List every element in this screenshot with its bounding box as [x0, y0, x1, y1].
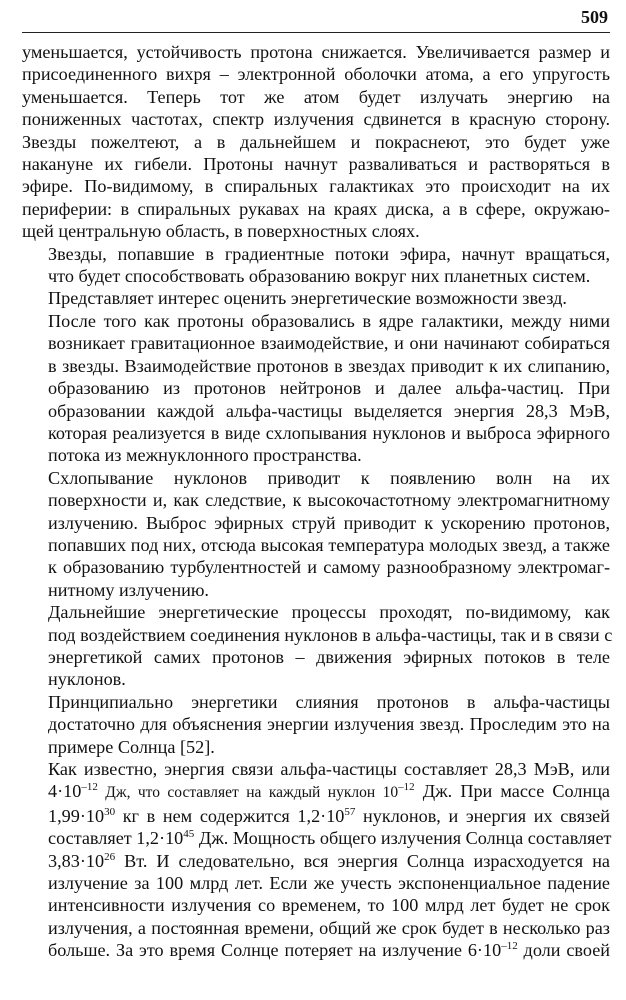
page-body: [22, 41, 613, 758]
book-page: [22, 0, 613, 962]
paragraph: [22, 601, 613, 691]
text-line: После того как протоны образовались в ядре галактики, между ними: [48, 310, 610, 331]
text-line: примере Солнца [52].: [48, 736, 215, 757]
text-line: в звезды. Взаимодействие протонов в звездах приводит к их слипанию,: [48, 355, 610, 376]
paragraph: [22, 41, 610, 243]
text-line: образовании каждой альфа-частицы выделяется энергия 28,3 МэВ,: [48, 400, 610, 421]
text-line: уменьшается. Теперь тот же атом будет излучать энергию на: [22, 86, 610, 107]
text-line: потока из межнуклонного пространства.: [48, 445, 362, 466]
text-line: $3,83\cdot 10^{26}$ Вт. И следовательно, вся энергия Солнца израсходуется на: [48, 850, 610, 871]
text-line: Звезды, попавшие в градиентные потоки эфира, начнут вращаться,: [48, 243, 610, 264]
text-line: к образованию турбулентностей и самому разнообразному электромаг-: [48, 557, 610, 578]
text-line: эфире. По-видимому, в спиральных галактиках это происходит на их: [22, 176, 610, 197]
paragraph-sun-energy: [22, 758, 610, 962]
text-line: Принципиально энергетики слияния протонов в альфа-частицы: [48, 691, 610, 712]
text-line: энергетикой самих протонов – движения эфирных потоков в теле: [48, 646, 610, 667]
text-line: возникает гравитационное взаимодействие, и они начинают собираться: [48, 333, 610, 354]
text-line: нуклонов.: [48, 669, 126, 690]
paragraph: [22, 467, 610, 601]
text-line: Звезды пожелтеют, а в дальнейшем и покраснеют, это будет уже: [22, 131, 610, 152]
text-line: которая реализуется в виде схлопывания нуклонов и выброса эфирного: [48, 422, 610, 443]
text-line: излучение за 100 млрд лет. Если же учесть экспоненциальное падение: [48, 873, 610, 894]
text-line: щей центральную область, в поверхностных слоях.: [22, 221, 420, 242]
page-header: [22, 0, 610, 33]
paragraph: [22, 310, 610, 467]
text-line: Дальнейшие энергетические процессы проходят, по-видимому, как: [48, 602, 610, 623]
text-line: излучению. Выброс эфирных струй приводит к ускорению протонов,: [48, 512, 610, 533]
text-line: образованию из протонов нейтронов и далее альфа-частиц. При: [48, 378, 610, 399]
paragraph: [22, 691, 610, 758]
text-line: поверхности и, как следствие, к высокочастотному электромагнитному: [48, 490, 610, 511]
paragraph: [22, 243, 610, 288]
text-line: излучения, а постоянная времени, общий же срок будет в несколько раз: [48, 917, 610, 938]
text-line: накануне их гибели. Протоны начнут разваливаться и растворяться в: [22, 154, 610, 175]
text-line: $4\cdot 10^{-12}$ Дж, что составляет на каждый нуклон $10^{-12}$ Дж. При массе Солнца: [48, 781, 610, 802]
text-line: больше. За это время Солнце потеряет на излучение $6\cdot 10^{-12}$ доли своей: [48, 940, 611, 961]
text-line: под воздействием соединения нуклонов в альфа-частицы, так и в связи с: [48, 624, 613, 645]
text-line: интенсивности излучения со временем, то 100 млрд лет будет не срок: [48, 895, 610, 916]
text-line: нитному излучению.: [48, 579, 209, 600]
text-line: присоединенного вихря – электронной оболочки атома, а его упругость: [22, 64, 610, 85]
text-line: уменьшается, устойчивость протона снижается. Увеличивается размер и: [22, 42, 610, 62]
page-number: 509: [581, 7, 608, 27]
text-line: достаточно для объяснения энергии излучения звезд. Проследим это на: [48, 714, 610, 735]
text-line: Как известно, энергия связи альфа-частицы составляет 28,3 МэВ, или: [48, 759, 610, 779]
text-line: Схлопывание нуклонов приводит к появлению волн на их: [48, 467, 610, 488]
paragraph: [22, 287, 610, 309]
text-line: Представляет интерес оценить энергетические возможности звезд.: [48, 288, 567, 309]
text-line: периферии: в спиральных рукавах на краях диска, а в сфере, окружаю-: [22, 198, 610, 219]
text-line: пониженных частотах, спектр излучения сдвинется в красную сторону.: [22, 109, 610, 130]
text-line: попавших под них, отсюда высокая температура молодых звезд, а также: [48, 534, 610, 555]
text-line: $1,99\cdot 10^{30}$ кг в нем содержится $1,2\cdot 10^{57}$ нуклонов, и энергия их связей: [48, 805, 610, 826]
text-line: что будет способствовать образованию вокруг них планетных систем.: [48, 266, 591, 287]
text-line: составляет $1,2\cdot 10^{45}$ Дж. Мощность общего излучения Солнца составляет: [48, 828, 612, 849]
